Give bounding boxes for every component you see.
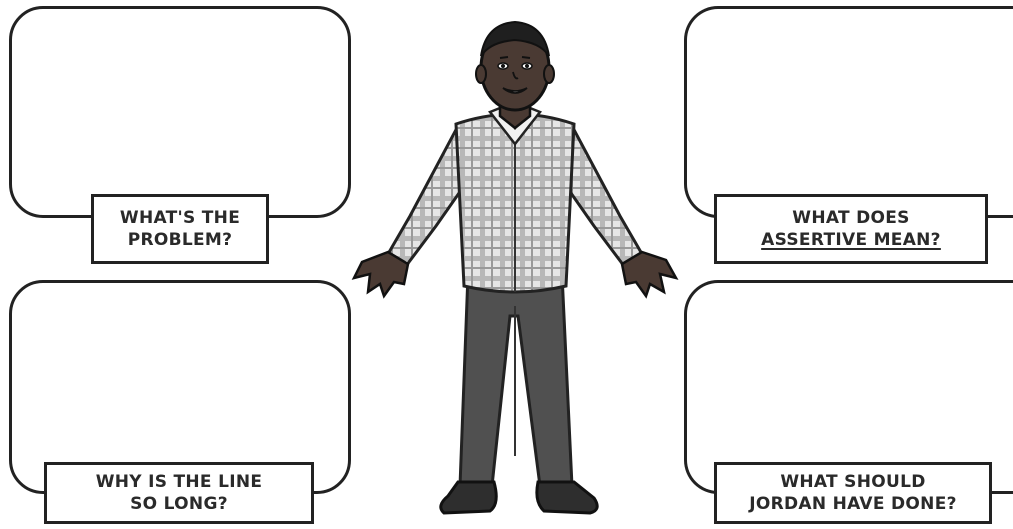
prompt-line: SO LONG? bbox=[130, 494, 228, 514]
person-shrugging-illustration bbox=[340, 16, 690, 526]
prompt-line: WHAT'S THE bbox=[119, 208, 241, 228]
prompt-line: ASSERTIVE MEAN? bbox=[761, 230, 941, 250]
prompt-line: PROBLEM? bbox=[127, 230, 233, 250]
prompt-line: WHAT DOES bbox=[792, 208, 910, 228]
prompt-label-why-line-long bbox=[44, 462, 314, 524]
prompt-line: WHAT SHOULD bbox=[780, 472, 926, 492]
prompt-label-problem bbox=[91, 194, 269, 264]
answer-box-problem[interactable] bbox=[9, 6, 351, 218]
prompt-line: WHY IS THE LINE bbox=[95, 472, 263, 492]
shoes bbox=[441, 482, 597, 513]
pants bbox=[460, 274, 572, 486]
prompt-label-assertive bbox=[714, 194, 988, 264]
head bbox=[476, 22, 554, 110]
answer-box-assertive-meaning[interactable] bbox=[684, 6, 1013, 218]
prompt-line: JORDAN HAVE DONE? bbox=[749, 494, 957, 514]
prompt-label-jordan bbox=[714, 462, 992, 524]
shirt bbox=[456, 108, 574, 292]
